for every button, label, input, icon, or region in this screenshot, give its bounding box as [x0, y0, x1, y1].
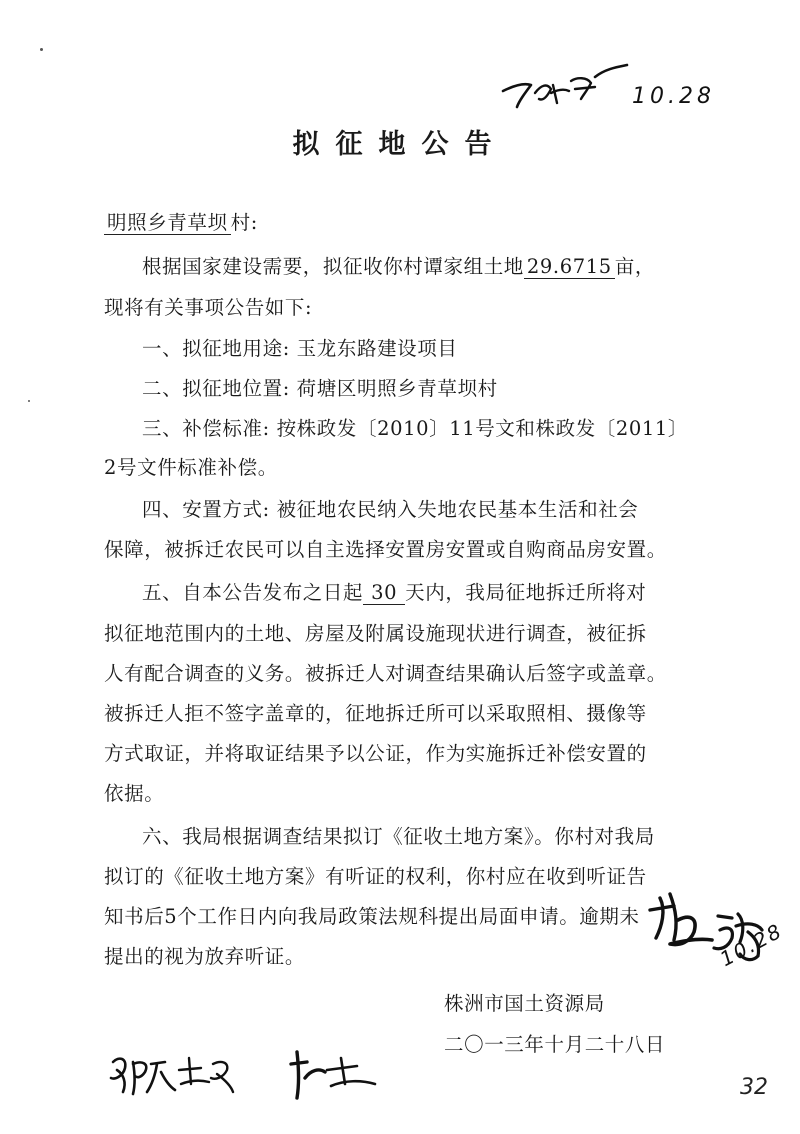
land-area: 29.6715 — [524, 255, 615, 279]
item-survey-line2: 拟征地范围内的土地、房屋及附属设施现状进行调查，被征拆 — [104, 622, 647, 645]
top-handwritten-date: 10.28 — [632, 84, 715, 109]
item-survey-line4: 被拆迁人拒不签字盖章的，征地拆迁所可以采取照相、摄像等 — [104, 702, 647, 725]
survey-days: 30 — [363, 581, 405, 605]
item-compensation-line2: 2号文件标准补偿。 — [104, 456, 278, 479]
item-resettlement-line1: 四、安置方式: 被征地农民纳入失地农民基本生活和社会 — [142, 498, 639, 521]
top-signature — [495, 55, 635, 115]
item-survey-line6: 依据。 — [104, 782, 165, 805]
bottom-left-signatures — [105, 1040, 405, 1110]
survey-prefix: 五、自本公告发布之日起 — [142, 581, 364, 604]
right-handwritten-date: 10.28 — [716, 918, 787, 972]
item-compensation-line1: 三、补偿标准: 按株政发〔2010〕11号文和株政发〔2011〕 — [142, 417, 689, 440]
scan-speck — [28, 400, 30, 402]
survey-suffix: 天内，我局征地拆迁所将对 — [405, 581, 647, 604]
scan-speck — [40, 48, 43, 51]
area-unit: 亩， — [614, 255, 655, 278]
para1-prefix: 根据国家建设需要，拟征收你村 — [142, 255, 424, 278]
village-name: 明照乡青草坝 — [104, 211, 231, 235]
item-survey-line1 — [142, 577, 762, 605]
issue-date: 二〇一三年十月二十八日 — [444, 1033, 666, 1056]
page-number: 32 — [740, 1075, 768, 1100]
issuer-name: 株洲市国土资源局 — [444, 992, 605, 1015]
item-hearing-line4: 提出的视为放弃听证。 — [104, 945, 306, 968]
item-survey-line5: 方式取证，并将取证结果予以公证，作为实施拆迁补偿安置的 — [104, 742, 647, 765]
addressee-suffix: 村: — [230, 211, 258, 234]
para1-line1 — [142, 251, 762, 279]
item-hearing-line1: 六、我局根据调查结果拟订《征收土地方案》。你村对我局 — [142, 825, 655, 848]
item-purpose: 一、拟征地用途: 玉龙东路建设项目 — [142, 337, 458, 360]
item-resettlement-line2: 保障，被拆迁农民可以自主选择安置房安置或自购商品房安置。 — [104, 538, 667, 561]
para1-line2: 现将有关事项公告如下: — [104, 296, 313, 319]
addressee-line — [104, 207, 724, 235]
item-survey-line3: 人有配合调查的义务。被拆迁人对调查结果确认后签字或盖章。 — [104, 662, 667, 685]
item-location: 二、拟征地位置: 荷塘区明照乡青草坝村 — [142, 377, 498, 400]
group-name: 谭家组土地 — [423, 255, 524, 278]
page-title: 拟征地公告 — [292, 129, 508, 160]
item-hearing-line3: 知书后5个工作日内向我局政策法规科提出局面申请。逾期未 — [104, 905, 640, 928]
item-hearing-line2: 拟订的《征收土地方案》有听证的权利，你村应在收到听证告 — [104, 865, 647, 888]
